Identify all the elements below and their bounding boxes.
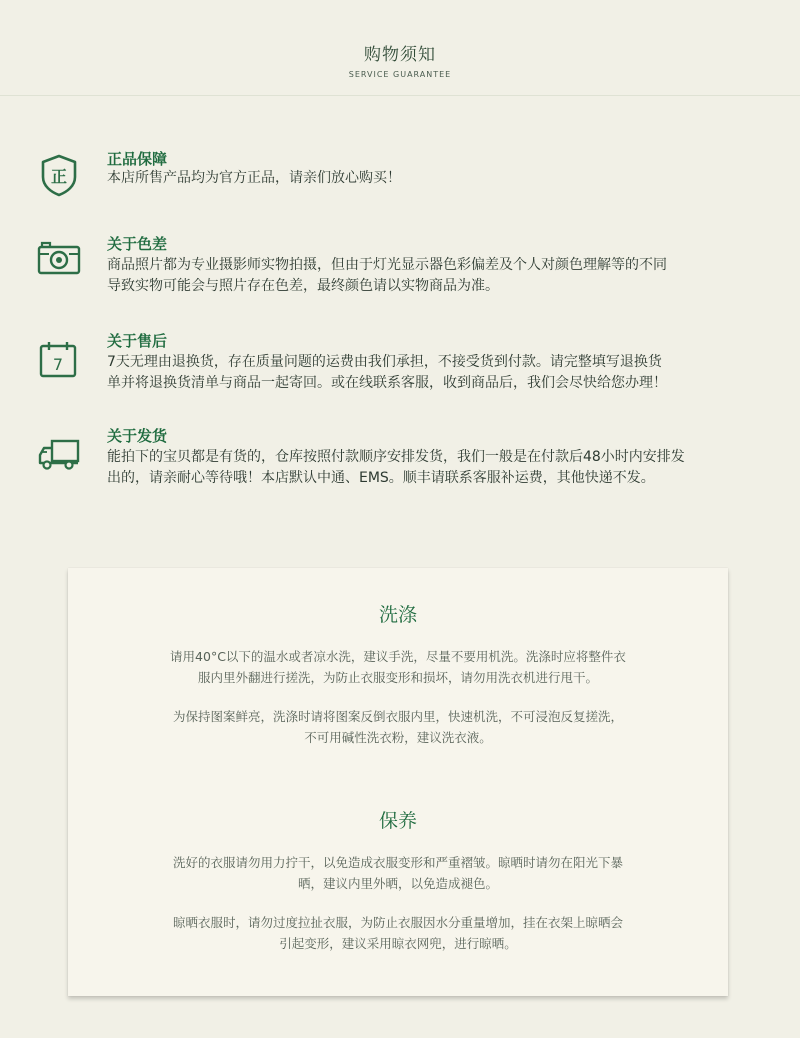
section-line: 单并将退换货清单与商品一起寄回。或在线联系客服，收到商品后，我们会尽快给您办理！ xyxy=(107,375,667,391)
page-subtitle: SERVICE GUARANTEE xyxy=(348,70,452,79)
section-title: 关于售后 xyxy=(107,332,168,350)
delivery-truck-icon xyxy=(36,431,82,477)
washing-paragraph xyxy=(128,706,668,748)
header-divider xyxy=(0,95,800,96)
care-instructions-card xyxy=(68,568,728,996)
paragraph-line: 为保持图案鲜亮，洗涤时请将图案反倒衣服内里，快速机洗，不可浸泡反复搓洗， xyxy=(172,709,623,724)
section-line: 商品照片都为专业摄影师实物拍摄，但由于灯光显示器色彩偏差及个人对颜色理解等的不同 xyxy=(107,257,667,273)
section-body xyxy=(107,255,767,297)
maintenance-paragraph xyxy=(128,852,668,894)
paragraph-line: 洗好的衣服请勿用力拧干，以免造成衣服变形和严重褶皱。晾晒时请勿在阳光下暴 xyxy=(172,855,623,870)
section-line: 7天无理由退换货，存在质量问题的运费由我们承担，不接受货到付款。请完整填写退换货 xyxy=(107,354,662,370)
section-title: 正品保障 xyxy=(107,150,168,168)
svg-text:正: 正 xyxy=(50,167,68,186)
calendar-7-icon xyxy=(36,338,82,384)
paragraph-line: 晾晒衣服时，请勿过度拉扯衣服，为防止衣服因水分重量增加，挂在衣架上晾晒会 xyxy=(172,915,623,930)
section-body xyxy=(107,352,767,394)
section-line: 本店所售产品均为官方正品，请亲们放心购买！ xyxy=(107,170,401,186)
camera-icon xyxy=(36,235,82,281)
section-title: 关于色差 xyxy=(107,235,168,253)
paragraph-line: 不可用碱性洗衣粉，建议洗衣液。 xyxy=(304,730,492,745)
section-line: 能拍下的宝贝都是有货的，仓库按照付款顺序安排发货，我们一般是在付款后48小时内安排发 xyxy=(107,449,685,465)
section-body xyxy=(107,447,767,489)
paragraph-line: 服内里外翻进行搓洗，为防止衣服变形和损坏，请勿用洗衣机进行甩干。 xyxy=(197,670,598,685)
section-body xyxy=(107,168,767,189)
washing-paragraph xyxy=(128,646,668,688)
authentic-shield-icon xyxy=(36,152,82,198)
maintenance-paragraph xyxy=(128,912,668,954)
washing-title: 洗涤 xyxy=(378,604,417,626)
paragraph-line: 引起变形，建议采用晾衣网兜，进行晾晒。 xyxy=(279,936,517,951)
svg-text:7: 7 xyxy=(52,355,64,374)
paragraph-line: 晒，建议内里外晒，以免造成褪色。 xyxy=(297,876,498,891)
section-line: 导致实物可能会与照片存在色差，最终颜色请以实物商品为准。 xyxy=(107,278,499,294)
maintenance-title: 保养 xyxy=(378,810,417,832)
section-line: 出的，请亲耐心等待哦！本店默认中通、EMS。顺丰请联系客服补运费，其他快递不发。 xyxy=(107,470,655,486)
paragraph-line: 请用40°C以下的温水或者凉水洗，建议手洗，尽量不要用机洗。洗涤时应将整件衣 xyxy=(170,649,626,664)
page-title: 购物须知 xyxy=(364,45,436,65)
section-title: 关于发货 xyxy=(107,427,168,445)
page-header xyxy=(0,0,800,95)
